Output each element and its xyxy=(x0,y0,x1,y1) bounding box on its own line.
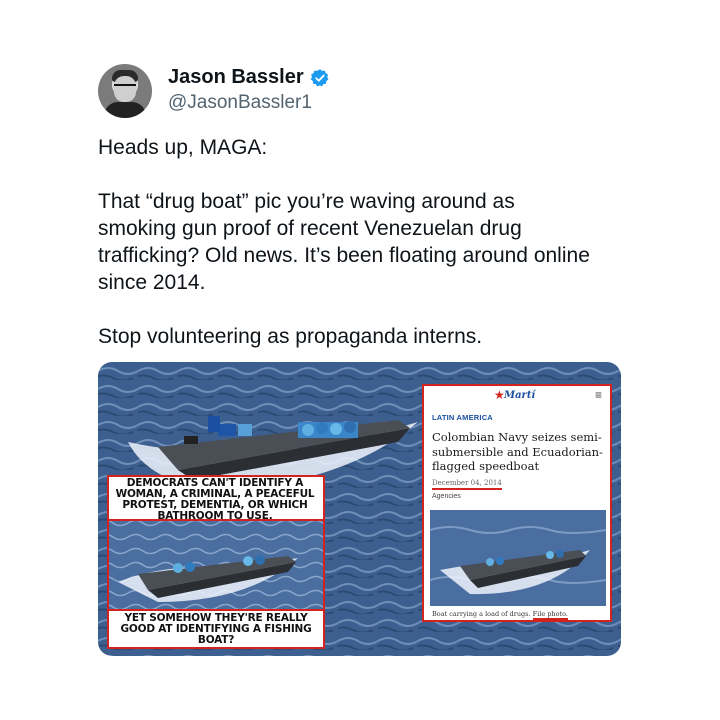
article-brand: Martí xyxy=(504,390,536,401)
caption-file-photo: File photo. xyxy=(532,610,568,618)
article-category: LATIN AMERICA xyxy=(432,413,493,422)
meme-top-caption: DEMOCRATS CAN'T IDENTIFY A WOMAN, A CRIMINAL, A PEACEFUL PROTEST, DEMENTIA, OR WHICH BATHROOM TO USE. xyxy=(115,477,315,522)
meme-bottom-caption: YET SOMEHOW THEY'RE REALLY GOOD AT IDENTIFYING A FISHING BOAT? xyxy=(120,612,312,646)
tweet-paragraph: Heads up, MAGA: xyxy=(98,136,268,159)
news-article-screenshot xyxy=(422,384,612,622)
verified-badge-icon xyxy=(310,68,330,88)
tweet-paragraph: Stop volunteering as propaganda interns. xyxy=(98,325,483,348)
meme-lower-image xyxy=(108,520,324,616)
avatar[interactable] xyxy=(98,64,152,118)
author-name-row xyxy=(168,66,330,89)
article-caption xyxy=(432,610,568,618)
hamburger-menu-icon: ≡ xyxy=(594,388,602,402)
article-headline: Colombian Navy seizes semi-submersible and Ecuadorian-flagged speedboat xyxy=(432,430,603,473)
tweet-paragraph: That “drug boat” pic you’re waving around as smoking gun proof of recent Venezuelan drug trafficking? Old news. It’s been floating around online since 2014. xyxy=(98,190,590,294)
article-photo xyxy=(430,510,606,606)
caption-text: Boat carrying a load of drugs. xyxy=(432,610,531,618)
display-name[interactable]: Jason Bassler xyxy=(168,66,304,88)
article-date: December 04, 2014 xyxy=(432,479,502,490)
star-logo-icon: ★ xyxy=(494,388,505,402)
article-source: Agencies xyxy=(432,493,461,500)
tweet-text xyxy=(98,134,598,350)
author-handle[interactable]: @JasonBassler1 xyxy=(168,92,312,113)
